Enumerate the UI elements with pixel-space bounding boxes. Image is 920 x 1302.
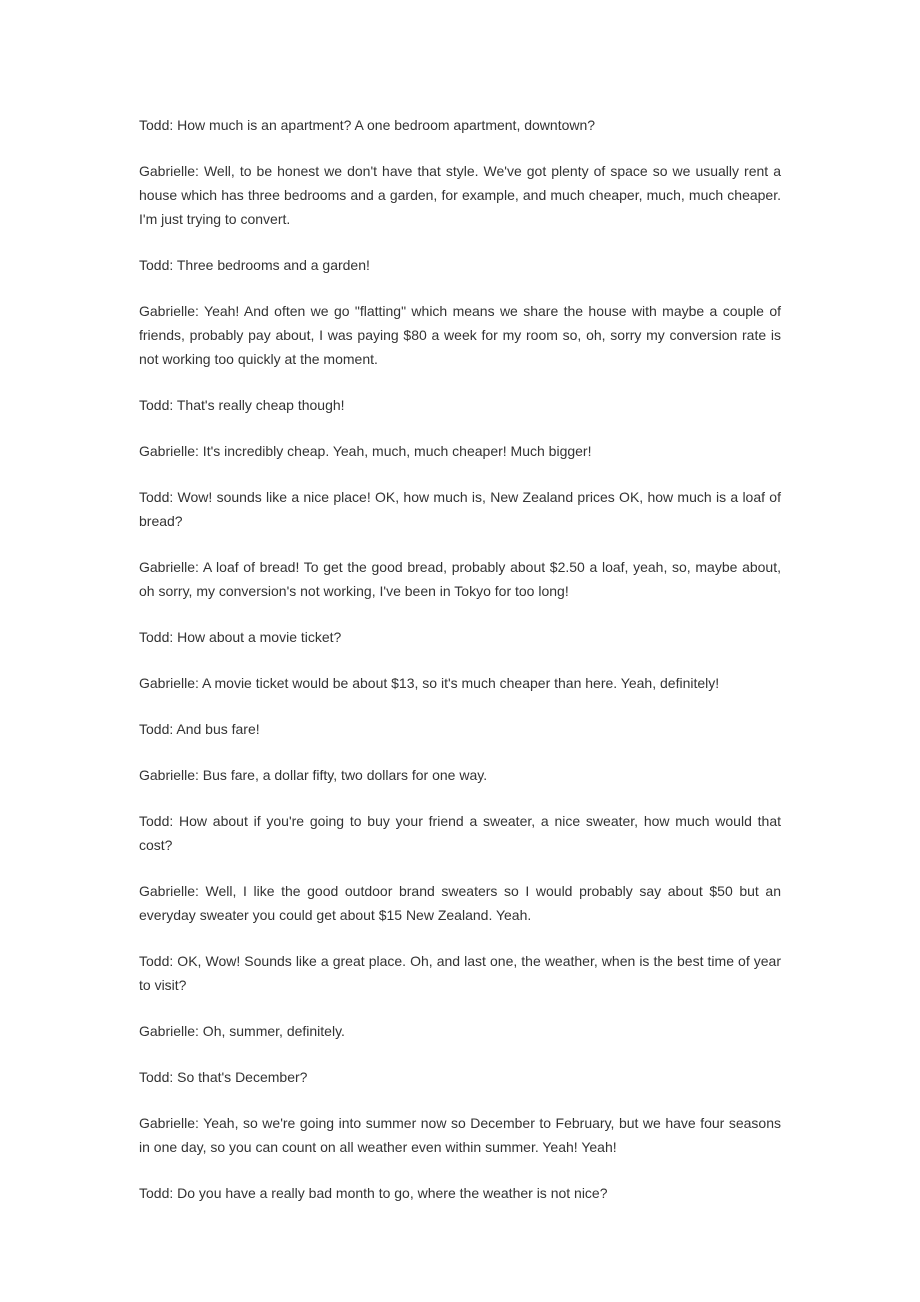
transcript-line-todd-bad-month: Todd: Do you have a really bad month to go, where the weather is not nice? (139, 1185, 608, 1201)
transcript-line-todd-bedrooms: Todd: Three bedrooms and a garden! (139, 257, 370, 273)
transcript-line-todd-weather: Todd: OK, Wow! Sounds like a great place. Oh, and last one, the weather, when is the best time of year to visit? (139, 953, 781, 993)
transcript-line-gabrielle-sweater: Gabrielle: Well, I like the good outdoor brand sweaters so I would probably say about $50 but an everyday sweater you could get about $15 New Zealand. Yeah. (139, 883, 781, 923)
transcript-line-gabrielle-summer: Gabrielle: Oh, summer, definitely. (139, 1023, 345, 1039)
transcript-line-gabrielle-bus: Gabrielle: Bus fare, a dollar fifty, two dollars for one way. (139, 767, 488, 783)
transcript-line-todd-december: Todd: So that's December? (139, 1069, 308, 1085)
transcript-line-gabrielle-cheaper: Gabrielle: It's incredibly cheap. Yeah, much, much cheaper! Much bigger! (139, 443, 592, 459)
transcript-page (139, 113, 781, 1227)
transcript-line-todd-bread: Todd: Wow! sounds like a nice place! OK, how much is, New Zealand prices OK, how much is a loaf of bread? (139, 489, 781, 529)
transcript-line-gabrielle-flatting: Gabrielle: Yeah! And often we go "flatting" which means we share the house with maybe a couple of friends, probably pay about, I was paying $80 a week for my room so, oh, sorry my conversion rate is not working too quickly at the moment. (139, 303, 781, 367)
transcript-line-todd-apartment: Todd: How much is an apartment? A one bedroom apartment, downtown? (139, 117, 596, 133)
transcript-line-todd-sweater: Todd: How about if you're going to buy your friend a sweater, a nice sweater, how much would that cost? (139, 813, 781, 853)
transcript-line-todd-movie: Todd: How about a movie ticket? (139, 629, 342, 645)
transcript-line-gabrielle-movie: Gabrielle: A movie ticket would be about $13, so it's much cheaper than here. Yeah, definitely! (139, 675, 720, 691)
transcript-line-todd-bus: Todd: And bus fare! (139, 721, 260, 737)
transcript-line-todd-cheap: Todd: That's really cheap though! (139, 397, 345, 413)
transcript-line-gabrielle-house: Gabrielle: Well, to be honest we don't have that style. We've got plenty of space so we usually rent a house which has three bedrooms and a garden, for example, and much cheaper, much, much cheaper. I'm just trying to convert. (139, 163, 781, 227)
transcript-line-gabrielle-seasons: Gabrielle: Yeah, so we're going into summer now so December to February, but we have four seasons in one day, so you can count on all weather even within summer. Yeah! Yeah! (139, 1115, 781, 1155)
transcript-line-gabrielle-bread: Gabrielle: A loaf of bread! To get the good bread, probably about $2.50 a loaf, yeah, so, maybe about, oh sorry, my conversion's not working, I've been in Tokyo for too long! (139, 559, 781, 599)
